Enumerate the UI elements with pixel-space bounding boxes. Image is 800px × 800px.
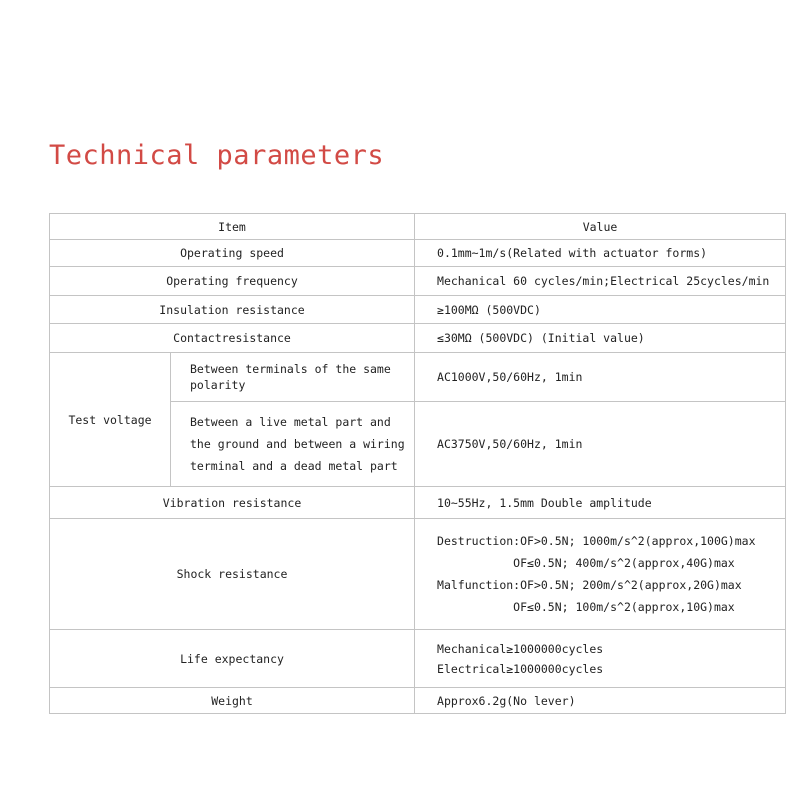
row-value: AC1000V,50/60Hz, 1min	[415, 353, 786, 402]
row-subitem: Between terminals of the same polarity	[171, 353, 415, 402]
header-value: Value	[415, 214, 786, 240]
life-line: Electrical≥1000000cycles	[437, 661, 604, 676]
shock-line: OF≤0.5N; 400m/s^2(approx,40G)max	[437, 556, 735, 570]
row-item: Insulation resistance	[50, 296, 415, 324]
row-item: Test voltage	[50, 353, 171, 487]
table-row	[50, 324, 786, 353]
row-value: 0.1mm~1m/s(Related with actuator forms)	[415, 240, 786, 267]
row-value: Mechanical 60 cycles/min;Electrical 25cycles/min	[415, 267, 786, 296]
row-item: Operating speed	[50, 240, 415, 267]
shock-line: OF≤0.5N; 100m/s^2(approx,10G)max	[437, 600, 735, 614]
shock-line: Malfunction:OF>0.5N; 200m/s^2(approx,20G)max	[437, 578, 742, 592]
row-value	[415, 519, 786, 630]
row-item: Weight	[50, 688, 415, 714]
page-title: Technical parameters	[49, 140, 385, 171]
table-row	[50, 630, 786, 688]
table-row	[50, 688, 786, 714]
table-row	[50, 267, 786, 296]
life-line: Mechanical≥1000000cycles	[437, 641, 604, 656]
header-item: Item	[50, 214, 415, 240]
table-row	[50, 240, 786, 267]
table-row	[50, 353, 786, 402]
row-value: Approx6.2g(No lever)	[415, 688, 786, 714]
row-subitem: Between a live metal part and the ground and between a wiring terminal and a dead metal part	[171, 402, 415, 487]
row-item: Contactresistance	[50, 324, 415, 353]
table-row	[50, 296, 786, 324]
row-item: Life expectancy	[50, 630, 415, 688]
row-value: AC3750V,50/60Hz, 1min	[415, 402, 786, 487]
table-row	[50, 519, 786, 630]
row-value: ≥100MΩ (500VDC)	[415, 296, 786, 324]
row-item: Vibration resistance	[50, 487, 415, 519]
row-value: ≤30MΩ (500VDC) (Initial value)	[415, 324, 786, 353]
parameters-table	[49, 213, 786, 714]
row-item: Operating frequency	[50, 267, 415, 296]
table-header-row	[50, 214, 786, 240]
shock-line: Destruction:OF>0.5N; 1000m/s^2(approx,100G)max	[437, 534, 756, 548]
table-row	[50, 487, 786, 519]
row-item: Shock resistance	[50, 519, 415, 630]
row-value: 10~55Hz, 1.5mm Double amplitude	[415, 487, 786, 519]
row-value	[415, 630, 786, 688]
